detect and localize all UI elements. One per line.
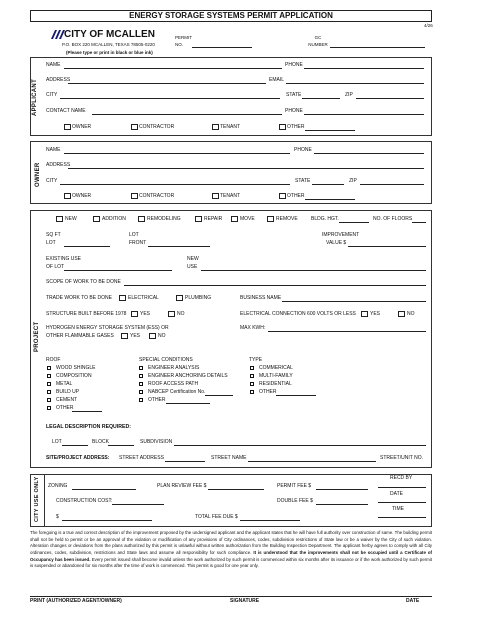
construction-cost-field[interactable] [112,504,164,505]
type-checkbox[interactable] [250,366,254,370]
owner-section-label: OWNER [35,162,41,187]
city-logo [51,30,65,39]
work-remove-label: REMOVE [276,216,298,222]
owner-owner-checkbox[interactable] [64,193,71,199]
applicant-contractor-checkbox[interactable] [131,124,138,130]
improvement-value-field[interactable] [348,246,426,247]
work-remove-checkbox[interactable] [267,216,274,222]
hydrogen-label-1: HYDROGEN ENERGY STORAGE SYSTEM (ESS) OR [46,325,169,331]
hydrogen-yes-label: YES [130,333,141,339]
roof-checkbox[interactable] [47,398,51,402]
applicant-phone-field[interactable] [304,68,424,69]
owner-contractor-checkbox[interactable] [131,193,138,199]
applicant-other-field[interactable] [305,130,355,131]
time-label: TIME [392,506,404,512]
special-item: ENGINEER ANCHORING DETAILS [148,373,228,379]
applicant-other-checkbox[interactable] [279,124,286,130]
legal-lot-field[interactable] [62,445,88,446]
signature-label: SIGNATURE [230,598,260,604]
hydrogen-yes-checkbox[interactable] [121,333,128,339]
special-checkbox[interactable] [139,398,143,402]
roof-other-field[interactable] [72,411,102,412]
legal-lot-label: LOT [52,439,62,445]
structure-no-checkbox[interactable] [168,311,175,317]
applicant-address-field[interactable] [68,83,266,84]
roof-checkbox[interactable] [47,374,51,378]
work-addition-checkbox[interactable] [93,216,100,222]
form-code: 4/26 [424,23,433,28]
work-repair-checkbox[interactable] [195,216,202,222]
lot-front-field[interactable] [148,246,210,247]
owner-tenant-label: TENANT [220,193,240,199]
work-new-label: NEW [65,216,77,222]
no-floors-field[interactable] [412,222,426,223]
existing-use-label: EXISTING USE [46,256,82,262]
form-title: ENERGY STORAGE SYSTEMS PERMIT APPLICATION [129,11,333,20]
type-item: RESIDENTIAL [259,381,292,387]
owner-state-label: STATE [295,178,311,184]
sq-ft-label: SQ FT [46,232,61,238]
type-item: MULTI-FAMILY [259,373,293,379]
applicant-email-label: EMAIL [269,77,285,83]
legal-block-field[interactable] [108,445,134,446]
street-address-label: STREET ADDRESS [119,455,164,461]
type-checkbox[interactable] [250,382,254,386]
work-remodeling-checkbox[interactable] [138,216,145,222]
roof-item: OTHER [56,405,74,411]
applicant-address-label: ADDRESS [46,77,71,83]
city-use-divider [44,474,45,527]
construction-cost-label: CONSTRUCTION COST: [56,498,113,504]
special-heading: SPECIAL CONDITIONS [139,357,193,363]
owner-phone-label: PHONE [294,147,312,153]
applicant-phone2-label: PHONE [285,108,303,114]
max-kwh-label: MAX KWH: [240,325,266,331]
electrical-checkbox[interactable] [119,295,126,301]
site-address-label: SITE/PROJECT ADDRESS: [46,455,110,461]
work-new-checkbox[interactable] [56,216,63,222]
elec-yes-label: YES [370,311,381,317]
total-fee-label: TOTAL FEE DUE $ [195,514,238,520]
roof-item: WOOD SHINGLE [56,365,96,371]
permit-fee-field[interactable] [316,489,368,490]
special-checkbox[interactable] [139,366,143,370]
applicant-section-label: APPLICANT [32,78,38,116]
owner-phone-field[interactable] [314,153,424,154]
special-checkbox[interactable] [139,374,143,378]
elec-no-label: NO [407,311,415,317]
roof-item: CEMENT [56,397,78,403]
plumbing-label: PLUMBING [185,295,212,301]
double-fee-label: DOUBLE FEE $ [277,498,313,504]
subdivision-label: SUBDIVISION [140,439,173,445]
signature-line[interactable] [30,596,432,597]
subdivision-field[interactable] [174,445,426,446]
roof-item: COMPOSITION [56,373,92,379]
hydrogen-no-checkbox[interactable] [149,333,156,339]
legal-block-label: BLOCK [92,439,109,445]
plumbing-checkbox[interactable] [176,295,183,301]
owner-name-label: NAME [46,147,61,153]
elec-yes-checkbox[interactable] [361,311,368,317]
time-field[interactable] [378,517,426,518]
applicant-owner-label: OWNER [72,124,92,130]
owner-state-field[interactable] [312,184,344,185]
ink-instruction: (Please type or print in black or blue ink) [66,50,153,55]
special-item: OTHER [148,397,166,403]
roof-checkbox[interactable] [47,406,51,410]
hydrogen-no-label: NO [158,333,166,339]
hydrogen-label-2: OTHER FLAMMABLE GASES [46,333,114,339]
elec-no-checkbox[interactable] [398,311,405,317]
total-fee-field[interactable] [240,520,300,521]
max-kwh-field[interactable] [268,331,426,332]
legal-text-a: The foregoing is a true and correct description of the improvement proposed by the undersigned applicant and the applicant states that he will have full authority over construction of same. The building permit shall not be held to permit or be an approval of the violation or modification of any provisions of City ordinances, codes, subdivision restrictions of State law or be a waiver by the City of such violation. Alteration changes or deviations from the plans authorized by this permit is unlawful without written authorization from the Building Inspection Department. The applicant herby agrees to comply with all City ordinances, codes, subdivision, restrictions and State laws and assume all responsibility for such compliance. [30,530,432,556]
permit-fee-label: PERMIT FEE $ [277,483,312,489]
bldg-hgt-label: BLDG. HGT. [311,216,339,222]
applicant-contact-field[interactable] [92,114,282,115]
applicant-state-field[interactable] [302,98,340,99]
type-checkbox[interactable] [250,374,254,378]
structure-yes-label: YES [140,311,151,317]
scope-field[interactable] [124,285,426,286]
applicant-name-field[interactable] [64,68,282,69]
print-name-label: PRINT (AUTHORIZED AGENT/OWNER) [30,598,122,604]
no-floors-label: NO. OF FLOORS [373,216,413,222]
date-field[interactable] [378,502,426,503]
owner-other-label: OTHER [287,193,305,199]
business-name-field[interactable] [282,301,426,302]
owner-tenant-checkbox[interactable] [212,193,219,199]
lot-label: LOT [46,240,56,246]
work-move-checkbox[interactable] [231,216,238,222]
improvement-label: IMPROVEMENT [322,232,360,238]
nabcep-field[interactable] [205,395,233,396]
front-label: FRONT [129,240,147,246]
special-item: NABCEP Certification No. [148,389,206,395]
work-addition-label: ADDITION [102,216,126,222]
owner-name-field[interactable] [64,153,290,154]
of-lot-label: OF LOT [46,264,65,270]
applicant-tenant-label: TENANT [220,124,240,130]
use-label: USE [187,264,198,270]
plan-review-label: PLAN REVIEW FEE $ [157,483,207,489]
applicant-city-label: CITY [46,92,58,98]
roof-checkbox[interactable] [47,390,51,394]
scope-label: SCOPE OF WORK TO BE DONE [46,279,121,285]
gc-label: GC NUMBER [308,35,328,48]
type-item: COMMERICAL [259,365,293,371]
owner-contractor-label: CONTRACTOR [139,193,175,199]
owner-other-field[interactable] [305,199,355,200]
applicant-tenant-checkbox[interactable] [212,124,219,130]
owner-address-label: ADDRESS [46,162,71,168]
applicant-phone-label: PHONE [285,62,303,68]
street-name-label: STREET NAME [211,455,247,461]
special-item: ENGINEER ANALYSIS [148,365,200,371]
permit-no-field[interactable] [192,47,252,48]
new-use-field[interactable] [201,270,426,271]
applicant-owner-checkbox[interactable] [64,124,71,130]
date-label: DATE [390,491,403,497]
legal-heading: LEGAL DESCRIPTION REQUIRED: [46,424,131,430]
applicant-contact-label: CONTACT NAME [46,108,86,114]
electrical-label: ELECTRICAL [128,295,159,301]
owner-city-field[interactable] [60,184,290,185]
structure-1978-label: STRUCTURE BUILT BEFORE 1978 [46,311,127,317]
roof-item: BUILD UP [56,389,80,395]
type-checkbox[interactable] [250,390,254,394]
new-label: NEW [187,256,199,262]
roof-heading: ROOF [46,357,61,363]
special-checkbox[interactable] [139,382,143,386]
owner-zip-field[interactable] [360,184,424,185]
plan-review-field[interactable] [208,489,264,490]
double-fee-field[interactable] [316,504,368,505]
city-name: CITY OF MCALLEN [64,29,155,40]
work-move-label: MOVE [240,216,255,222]
zoning-field[interactable] [72,489,136,490]
special-checkbox[interactable] [139,390,143,394]
recd-by-label: RECD BY [390,475,413,481]
bldg-hgt-field[interactable] [339,222,369,223]
value-label: VALUE $ [326,240,347,246]
applicant-zip-label: ZIP [345,92,353,98]
street-unit-label: STREET/UNIT NO. [380,455,423,461]
type-other-field[interactable] [276,395,316,396]
structure-no-label: NO [177,311,185,317]
street-address-field[interactable] [165,461,205,462]
applicant-state-label: STATE [286,92,302,98]
dollar-field[interactable] [62,520,152,521]
dollar-label: $ [56,514,59,520]
street-name-field[interactable] [248,461,376,462]
applicant-other-label: OTHER [287,124,305,130]
type-item: OTHER [259,389,277,395]
city-use-section-label: CITY USE ONLY [34,476,40,522]
roof-checkbox[interactable] [47,382,51,386]
roof-checkbox[interactable] [47,366,51,370]
city-address: P.O. BOX 220 MCALLEN, TEXAS 78505-0220 [62,42,155,47]
applicant-phone2-field[interactable] [304,114,424,115]
structure-yes-checkbox[interactable] [131,311,138,317]
work-repair-label: REPAIR [204,216,223,222]
roof-item: METAL [56,381,73,387]
applicant-contractor-label: CONTRACTOR [139,124,175,130]
owner-owner-label: OWNER [72,193,92,199]
project-section-label: PROJECT [34,321,40,352]
special-item: ROOF ACCESS PATH [148,381,199,387]
elec-600-label: ELECTRICAL CONNECTION 600 VOLTS OR LESS [240,311,356,317]
applicant-zip-field[interactable] [356,98,424,99]
applicant-name-label: NAME [46,62,61,68]
trade-work-label: TRADE WORK TO BE DONE [46,295,112,301]
owner-other-checkbox[interactable] [279,193,286,199]
owner-city-label: CITY [46,178,58,184]
owner-address-field[interactable] [68,168,424,169]
special-other-field[interactable] [166,403,210,404]
date-footer-label: DATE [406,598,420,604]
business-name-label: BUSINESS NAME [240,295,282,301]
work-remodeling-label: REMODELING [147,216,181,222]
lot2-label: LOT [129,232,139,238]
existing-use-field[interactable] [64,270,172,271]
sq-ft-lot-field[interactable] [64,246,110,247]
legal-text-b: Every permit issued shall become invalid unless the work authorized by such permit is commenced within six months after its issuance or if the work authorized by such permit is suspended or abandoned for six months after the time of work is commenced. This permit is good for one year only. [30,556,432,569]
applicant-email-field[interactable] [286,83,424,84]
type-heading: TYPE [249,357,263,363]
legal-text-bold: It is understood that the improvements shall not be occupied until a Certificate of Occupancy has been issued. [30,550,432,562]
recd-by-field[interactable] [378,487,426,488]
permit-label: PERMIT NO. [175,35,192,48]
legal-paragraph [30,530,432,570]
applicant-city-field[interactable] [60,98,280,99]
owner-zip-label: ZIP [349,178,357,184]
gc-number-field[interactable] [330,47,425,48]
zoning-label: ZONING [48,483,68,489]
